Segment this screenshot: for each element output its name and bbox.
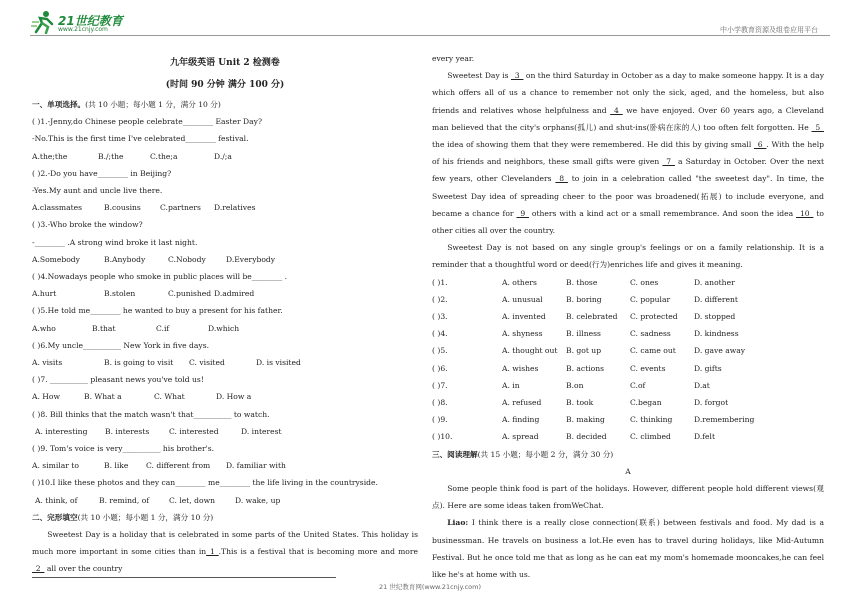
option-a: A. wishes [502, 363, 539, 373]
question-1: ( )1.-Jenny,do Chinese people celebrate________ Easter Day? [32, 117, 263, 127]
option-a: A. shyness [502, 329, 543, 339]
cloze-option-row [432, 274, 824, 291]
option-a: A. invented [502, 312, 546, 322]
option-b: B. boring [566, 294, 602, 304]
option-c: C. ones [630, 277, 659, 287]
cloze-passage-start: Sweetest Day is a holiday that is celebrated in some parts of the United States. This holiday is much more important in some cities than in_1_.This is a festival that is becoming more and more _2_ all over the country [32, 530, 418, 574]
cloze-paragraph-1 [432, 67, 824, 239]
question-7: ( )7. __________ pleasant news you've told us! [32, 375, 204, 385]
cloze-text: Sweetest Day is [447, 71, 511, 81]
option-c: C. thinking [630, 415, 673, 425]
option-n: ( )1. [432, 277, 448, 287]
question-8: ( )8. Bill thinks that the match wasn't that__________ to watch. [32, 409, 270, 419]
right-column [432, 50, 824, 583]
cloze-text: others with a kind act or a small remembrance. And soon the idea [528, 208, 797, 218]
option-b: B.on [566, 380, 584, 390]
question-7-options: A. How B. What a C. What D. How a [32, 392, 252, 402]
option-n: ( )6. [432, 363, 448, 373]
cloze-blank: _9_ [516, 208, 529, 218]
option-a: A. thought out [502, 346, 558, 356]
option-a: A. refused [502, 398, 542, 408]
question-3-line-2: -________ .A strong wind broke it last night. [32, 237, 198, 247]
cloze-option-row [432, 377, 824, 394]
option-c: C. protected [630, 312, 678, 322]
question-6: ( )6.My uncle__________ New York in five days. [32, 340, 210, 350]
question-3-options: A.Somebody B.Anybody C.Nobody D.Everybody [32, 254, 276, 264]
cloze-paragraph-2: Sweetest Day is not based on any single group's feelings or on a family relationship. It is a reminder that a thoughtful word or deed(行为)enriches life and gives it meaning. [432, 243, 824, 270]
option-n: ( )4. [432, 329, 448, 339]
option-a: A. finding [502, 415, 540, 425]
option-a: A. in [502, 380, 520, 390]
exam-title: 九年级英语 Unit 2 检测卷 [170, 58, 280, 68]
reading-paragraph-2: Liao: I think there is a really close connection(联系) between festivals and food. My dad is a businessman. He travels on business a lot.He even has to travel during holidays, like Mid-Autumn Festival. But he once told me that as long as he can eat my mom's homemade mooncakes,he can feel like he's at home with us. [432, 518, 824, 580]
reading-paragraph-1: Some people think food is part of the holidays. However, different people hold different views(观点). Here are some ideas taken fromWeChat. [432, 484, 824, 511]
option-b: B. celebrated [566, 312, 618, 322]
option-a: A. spread [502, 432, 539, 442]
question-2-line-2: -Yes.My aunt and uncle live there. [32, 186, 163, 196]
cloze-text: on the third Saturday in October as a day to make someone happy. It is a day which offers all of us a chance to remember not only the sick, aged, and the homeless, but also friends and relatives whose helpfulness and [432, 71, 824, 115]
option-n: ( )2. [432, 294, 448, 304]
question-1-line-2: -No.This is the first time I've celebrated________ festival. [32, 134, 249, 144]
option-d: D. stopped [694, 312, 736, 322]
option-b: B. illness [566, 329, 601, 339]
option-n: ( )5. [432, 346, 448, 356]
question-10: ( )10.I like these photos and they can________ me________ the life living in the countryside. [32, 478, 378, 488]
option-a: A. others [502, 277, 537, 287]
option-n: ( )10. [432, 432, 453, 442]
cloze-blank: _4_ [610, 105, 623, 115]
option-a: A. unusual [502, 294, 543, 304]
cloze-text: the idea of showing them that they were remembered. He did this by giving small [432, 140, 754, 150]
cloze-blank: _6_ [753, 140, 767, 150]
cloze-option-row [432, 394, 824, 411]
option-d: D. gifts [694, 363, 722, 373]
option-n: ( )9. [432, 415, 448, 425]
cloze-blank: _5_ [811, 122, 824, 132]
exam-subtitle: (时间 90 分钟 满分 100 分) [165, 80, 285, 90]
cloze-blank: _8_ [555, 174, 568, 184]
option-d: D. forgot [694, 398, 729, 408]
option-d: D. different [694, 294, 738, 304]
cloze-option-row [432, 428, 824, 445]
question-2-options: A.classmates B.cousins C.partners D.relatives [32, 203, 256, 213]
option-b: B. those [566, 277, 598, 287]
cloze-text: we have enjoyed. Over 60 years ago, a Cleveland man believed that the city's orphans(孤儿) and shut-ins(卧病在床的人) too often felt forgotten. He [432, 105, 824, 132]
option-c: C. climbed [630, 432, 671, 442]
option-n: ( )3. [432, 312, 448, 322]
cloze-passage-continued: every year. [432, 54, 475, 63]
question-8-options: A. interesting B. interests C. interested D. interest [35, 426, 282, 436]
question-9: ( )9. Tom's voice is very__________ his brother's. [32, 444, 215, 454]
question-9-options: A. similar to B. like C. different from D. familiar with [32, 461, 286, 471]
option-c: C.began [630, 398, 662, 408]
passage-label: A [625, 466, 631, 476]
question-10-options: A. think, of B. remind, of C. let, down D. wake, up [35, 495, 281, 505]
cloze-options-list [432, 274, 824, 446]
option-n: ( )8. [432, 398, 448, 408]
option-c: C.of [630, 380, 646, 390]
cloze-option-row [432, 411, 824, 428]
cloze-text: to other cities all over the country. [432, 208, 824, 236]
option-c: C. sadness [630, 329, 671, 339]
runner-logo-icon [30, 10, 56, 34]
question-1-options: A.the;the B./;the C.the;a D./;a [32, 151, 232, 161]
question-4: ( )4.Nowadays people who smoke in public places will be________ . [32, 272, 287, 282]
question-5-options: A.who B.that C.if D.which [32, 323, 240, 333]
question-5: ( )5.He told me________ he wanted to buy a present for his father. [32, 306, 283, 316]
platform-name: 中小学教育资源及组卷应用平台 [720, 26, 818, 34]
option-b: B. actions [566, 363, 605, 373]
logo-url: www.21cnjy.com [58, 26, 108, 33]
cloze-text: . With the help of his friends and neighbors, these small gifts were given [432, 140, 824, 167]
logo-text: 21世纪教育 [58, 14, 123, 28]
cloze-blank: _3_ [510, 71, 524, 81]
option-d: D. kindness [694, 329, 739, 339]
cloze-blank: _10_ [796, 208, 814, 218]
cloze-text: a Saturday in October. Over the next few years, other Clevelanders [432, 157, 824, 184]
option-d: D. another [694, 277, 735, 287]
option-d: D.at [694, 380, 710, 390]
question-6-options: A. visits B. is going to visit C. visited D. is visited [32, 358, 301, 368]
option-c: C. events [630, 363, 666, 373]
page-footer: 21 世纪教育网(www.21cnjy.com) [379, 583, 481, 591]
option-b: B. making [566, 415, 605, 425]
option-c: C. popular [630, 294, 671, 304]
cloze-option-row [432, 342, 824, 359]
cloze-option-row [432, 325, 824, 342]
page-header [0, 0, 860, 40]
option-c: C. came out [630, 346, 676, 356]
option-d: D.felt [694, 432, 716, 442]
question-4-options: A.hurt B.stolen C.punished D.admired [32, 289, 255, 299]
option-b: B. decided [566, 432, 607, 442]
question-3: ( )3.-Who broke the window? [32, 220, 143, 230]
cloze-option-row [432, 291, 824, 308]
option-d: D. gave away [694, 346, 746, 356]
question-2: ( )2.-Do you have________ in Beijing? [32, 168, 172, 178]
section-3-heading: 三、阅读理解(共 15 小题；每小题 2 分，满分 30 分) [432, 449, 614, 459]
cloze-option-row [432, 308, 824, 325]
header-divider [30, 35, 830, 36]
cloze-option-row [432, 360, 824, 377]
section-1-heading: 一、单项选择。(共 10 小题；每小题 1 分，满分 10 分) [32, 100, 221, 109]
footer-divider [32, 577, 336, 578]
option-d: D.remembering [694, 415, 755, 425]
section-2-heading: 二、完形填空(共 10 小题；每小题 1 分，满分 10 分) [32, 512, 214, 522]
option-n: ( )7. [432, 380, 448, 390]
option-b: B. got up [566, 346, 602, 356]
left-column [32, 52, 418, 578]
cloze-blank: _7_ [662, 157, 675, 167]
logo [30, 10, 140, 36]
cloze-text: to join in a celebration called "the sweetest day". In time, the Sweetest Day idea of spreading cheer to the poor was broadened(拓展) to include everyone, and became a chance for [432, 174, 824, 218]
option-b: B. took [566, 398, 594, 408]
